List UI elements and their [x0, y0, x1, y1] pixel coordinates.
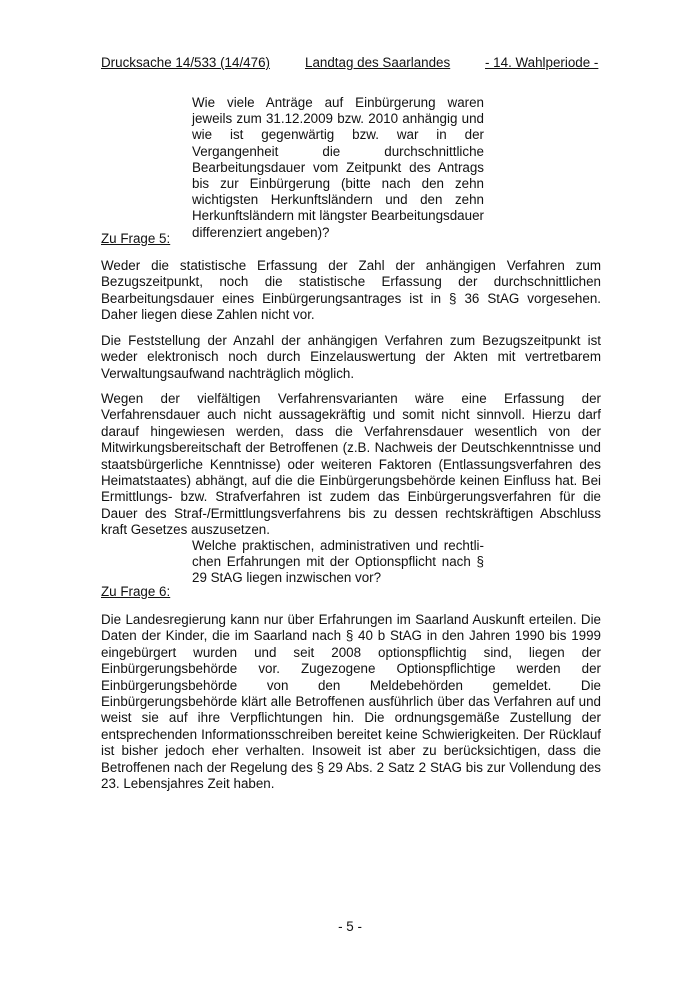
answer-5-paragraph-3: Wegen der vielfältigen Verfahrensvarianten wäre eine Erfassung der Verfahrensdauer auch nicht aussagekräftig und somit nicht sinnvoll. Hierzu darf darauf hingewiesen werden, dass die Verfahrensdauer wesentlich von der Mitwirkungsbereitschaft der Betroffenen (z.B. Nachweis der Deutschkenntnisse und staatsbürgerliche Kenntnisse) oder weiteren Faktoren (Entlassungsverfahren des Heimatstaates) abhängt, auf die die Einbürgerungsbehörde keinen Einfluss hat. Bei Ermittlungs- bzw. Strafverfahren ist zudem das Einbürgerungsverfahren für die Dauer des Straf-/Ermittlungsverfahrens bis zu dessen rechtskräftigen Abschluss kraft Gesetzes auszusetzen. [101, 391, 601, 538]
answer-5-heading: Zu Frage 5: [101, 231, 171, 246]
page-number: - 5 - [338, 919, 362, 934]
answer-6-heading: Zu Frage 6: [101, 584, 171, 599]
header-document-number: Drucksache 14/533 (14/476) [101, 55, 270, 70]
answer-5-paragraph-1: Weder die statistische Erfassung der Zahl der anhängigen Verfahren zum Bezugszeitpunkt, noch die statistische Erfassung der durchschnittlichen Bearbeitungsdauer eines Einbürgerungsantrages ist in § 36 StAG vorgesehen. Daher liegen diese Zahlen nicht vor. [101, 258, 601, 323]
question-5-text: Wie viele Anträge auf Einbürgerung waren jeweils zum 31.12.2009 bzw. 2010 anhängig und wie ist gegenwärtig bzw. war in der Vergangenheit die durchschnittliche Bearbeitungsdauer vom Zeitpunkt des Antrags bis zur Einbürgerung (bitte nach den zehn wichtigsten Herkunftsländern und den zehn Herkunftsländern mit längster Bearbeitungsdauer differenziert angeben)? [192, 95, 484, 240]
answer-5-paragraph-2: Die Feststellung der Anzahl der anhängigen Verfahren zum Bezugszeitpunkt ist weder elektronisch noch durch Einzelauswertung der Akten mit vertretbarem Verwaltungsaufwand nachträglich möglich. [101, 333, 601, 381]
header-period: - 14. Wahlperiode - [485, 55, 599, 70]
answer-6-paragraph: Die Landesregierung kann nur über Erfahrungen im Saarland Auskunft erteilen. Die Daten der Kinder, die im Saarland nach § 40 b StAG in den Jahren 1990 bis 1999 eingebürgert wurden und seit 2008 optionspflichtig sind, liegen der Einbürgerungsbehörde vor. Zugezogene Optionspflichtige werden der Einbürgerungsbehörde von den Meldebehörden gemeldet. Die Einbürgerungsbehörde klärt alle Betroffenen ausführlich über das Verfahren auf und weist sie auf ihre Verpflichtungen hin. Die ordnungsgemäße Zustellung der entsprechenden Informationsschreiben bereitet keine Schwierigkeiten. Der Rücklauf ist bisher jedoch eher verhalten. Insoweit ist aber zu berücksichtigen, dass die Betroffenen nach der Regelung des § 29 Abs. 2 Satz 2 StAG bis zur Vollendung des 23. Lebensjahres Zeit haben. [101, 612, 601, 792]
question-6-text: Welche praktischen, administrativen und rechtlichen Erfahrungen mit der Optionspflicht nach § 29 StAG liegen inzwischen vor? [192, 538, 484, 586]
header-parliament: Landtag des Saarlandes [305, 55, 451, 70]
page-header [101, 55, 601, 71]
